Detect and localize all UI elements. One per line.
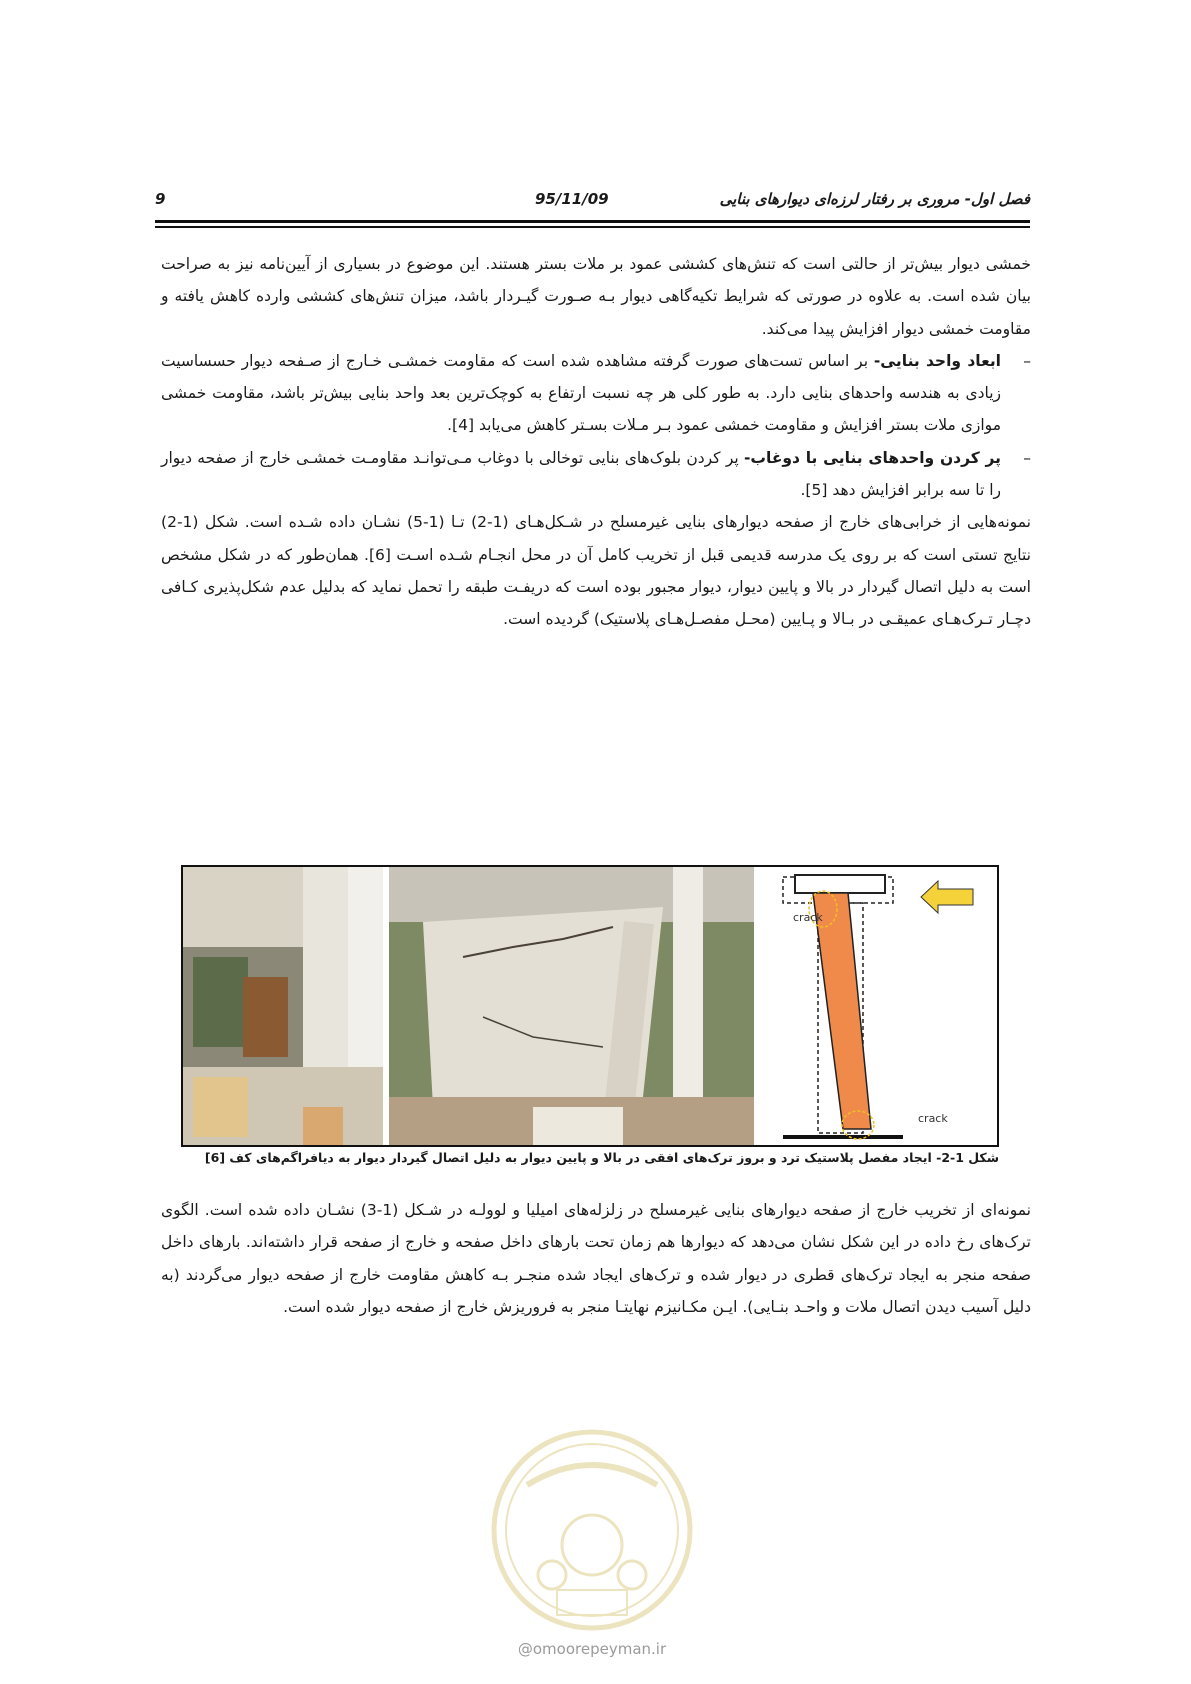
paragraph-3: نمونه‌ای از تخریب خارج از صفحه دیوارهای بنایی غیرمسلح در زلزله‌های امیلیا و لوولـه در شـکل (1-3) نشـان داده شده است. الگوی ترک‌های رخ داده در این شکل نشان می‌دهد که دیوارها هم زمان تحت بارهای داخل صفحه و خارج از صفحه قرار داشته‌اند. بارهای داخل صفحه منجر به ایجاد ترک‌های قطری در دیوار شده و ترک‌های ایجاد شده منجـر بـه کاهش مقاومت خارج از صفحه دیوار می‌گردند (به دلیل آسیب دیدن اتصال ملات و واحـد بنـایی). ایـن مکـانیزم نهایتـا منجر به فروریزش خارج از صفحه دیوار شده است. (161, 1201, 1031, 1316)
page-number: 9 (155, 190, 166, 208)
figure-caption: شکل 1-2- ایجاد مفصل پلاستیک ترد و بروز ترک‌های افقی در بالا و پایین دیوار به دلیل اتصال گیردار دیوار به دیافراگم‌های کف [6] (204, 1150, 999, 1165)
crack-label-top: crack (793, 911, 823, 924)
paragraph-1: خمشی دیوار بیش‌تر از حالتی است که تنش‌های کششی عمود بر ملات بستر هستند. این موضوع در بسیاری از آیین‌نامه نیز به صراحت بیان شده است. به علاوه در صورتی که شرایط تکیه‌گاهی دیوار بـه صـورت گیـردار باشد، میزان تنش‌های کششی وارده کاهش یافته و مقاومت خمشی دیوار افزایش پیدا می‌کند. (161, 255, 1031, 338)
bullet-title: پر کردن واحدهای بنایی با دوغاب- (743, 448, 1001, 467)
watermark-seal-icon (487, 1425, 697, 1635)
bullet-title: ابعاد واحد بنایی- (873, 351, 1001, 370)
bullet-item-unit-dimensions (161, 345, 1031, 442)
bullet-dash: – (1023, 448, 1031, 467)
paragraph-2: نمونه‌هایی از خرابی‌های خارج از صفحه دیوارهای بنایی غیرمسلح در شـکل‌هـای (1-2) تـا (1-5) نشـان داده شـده است. شکل (1-2) نتایج تستی است که بر روی یک مدرسه قدیمی قبل از تخریب کامل آن در محل انجـام شـده اسـت [6]. همان‌طور که در شکل مشخص است به دلیل اتصال گیردار در بالا و پایین دیوار، دیوار مجبور بوده است که دریفـت طبقه را تحمل نماید که بدلیل عدم شکل‌پذیری کـافی دچـار تـرک‌هـای عمیقـی در بـالا و پـایین (محـل مفصـل‌هـای پلاستیک) گردیده است. (161, 513, 1031, 629)
watermark-text: @omoorepeyman.ir (517, 1640, 667, 1658)
photo-school-wall-left (183, 867, 383, 1145)
body-text-top (161, 248, 1031, 636)
chapter-title: فصل اول- مروری بر رفتار لرزه‌ای دیوارهای بنایی (719, 190, 1030, 208)
body-text-bottom (161, 1194, 1031, 1323)
header-date: 95/11/09 (535, 190, 609, 208)
figure-1-2 (181, 865, 999, 1147)
photo-cracked-wall-center (389, 867, 754, 1145)
crack-label-bottom: crack (918, 1112, 948, 1125)
figure-image (183, 867, 997, 1145)
diagram-plastic-hinge (761, 867, 997, 1145)
bullet-text: پر کردن بلوک‌های بنایی توخالی با دوغاب مـی‌توانـد مقاومـت خمشـی خارج از صفحه دیوار را تا سه برابر افزایش دهد [5]. (161, 448, 1001, 500)
bullet-item-grout-filling (161, 442, 1031, 507)
header-rule-thin (155, 226, 1030, 228)
bullet-dash: – (1023, 351, 1031, 370)
bullet-text: بر اساس تست‌های صورت گرفته مشاهده شده است که مقاومت خمشـی خـارج از صـفحه دیوار حسساسیت زیادی به هندسه واحدهای بنایی دارد. به طور کلی هر چه نسبت ارتفاع به کوچک‌ترین بعد واحد بنایی بیش‌تر باشد، مقاومت خمشی موازی ملات بستر افزایش و مقاومت خمشی عمود بـر مـلات بسـتر کاهش می‌یابد [4]. (161, 351, 1001, 435)
page-header (155, 190, 1030, 226)
header-rule-thick (155, 220, 1030, 223)
